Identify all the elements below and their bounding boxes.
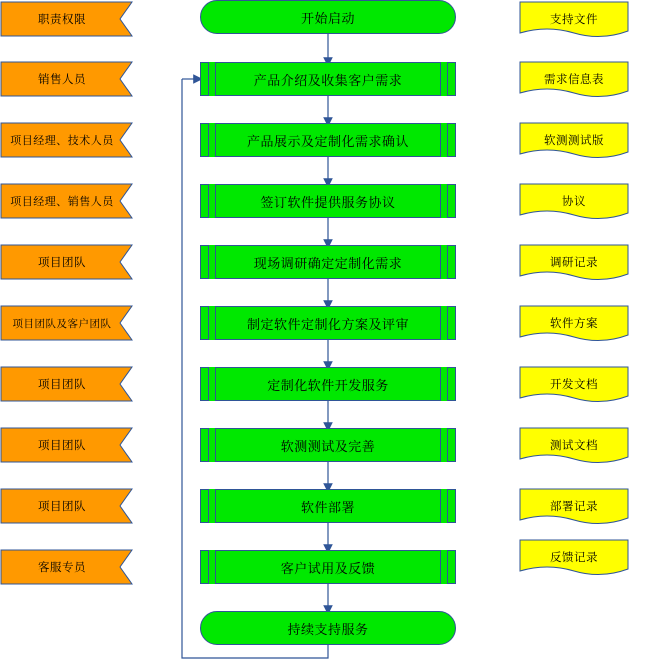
- document-4: [519, 244, 629, 284]
- document-label: 调研记录: [550, 257, 598, 269]
- document-label: 协议: [562, 196, 586, 208]
- role-banner-2: [0, 122, 133, 158]
- step-label: 定制化软件开发服务: [267, 377, 389, 393]
- step-terminator-end: 持续支持服务: [200, 611, 456, 645]
- document-2: [519, 122, 629, 162]
- document-9: [519, 539, 629, 579]
- role-banner-0: [0, 1, 133, 37]
- step-process-7: [200, 428, 456, 462]
- document-6: [519, 366, 629, 406]
- document-3: [519, 183, 629, 223]
- role-label: 项目团队: [38, 257, 86, 269]
- step-label: 现场调研确定定制化需求: [253, 255, 403, 271]
- document-0: [519, 1, 629, 41]
- step-terminator-start: 开始启动: [200, 0, 456, 34]
- role-label: 项目团队及客户团队: [12, 317, 112, 330]
- document-7: [519, 427, 629, 467]
- step-label: 客户试用及反馈: [280, 560, 376, 576]
- role-banner-5: [0, 305, 133, 341]
- step-label: 软件部署: [300, 499, 355, 515]
- step-process-8: [200, 489, 456, 523]
- role-banner-4: [0, 244, 133, 280]
- role-banner-7: [0, 427, 133, 463]
- role-banner-3: [0, 183, 133, 219]
- role-label: 项目经理、销售人员: [10, 196, 114, 208]
- step-label: 制定软件定制化方案及评审: [246, 316, 409, 332]
- step-process-3: [200, 184, 456, 218]
- document-label: 开发文档: [550, 379, 598, 391]
- role-banner-9: [0, 549, 133, 585]
- step-label: 产品展示及定制化需求确认: [246, 133, 409, 149]
- step-process-6: [200, 367, 456, 401]
- step-process-1: [200, 62, 456, 96]
- role-label: 客服专员: [38, 562, 86, 574]
- document-label: 需求信息表: [544, 74, 604, 86]
- document-label: 部署记录: [550, 501, 598, 513]
- role-banner-1: [0, 61, 133, 97]
- step-label: 软测测试及完善: [280, 438, 376, 454]
- step-process-4: [200, 245, 456, 279]
- role-label: 项目团队: [38, 440, 86, 452]
- role-label: 项目团队: [38, 379, 86, 391]
- step-label: 产品介绍及收集客户需求: [253, 72, 403, 88]
- step-process-9: [200, 550, 456, 584]
- role-label: 项目团队: [38, 501, 86, 513]
- document-label: 测试文档: [550, 440, 598, 452]
- document-1: [519, 61, 629, 101]
- document-label: 软件方案: [550, 318, 598, 330]
- document-label: 支持文件: [550, 14, 598, 26]
- role-banner-8: [0, 488, 133, 524]
- document-label: 反馈记录: [550, 552, 598, 564]
- role-label: 销售人员: [38, 74, 86, 86]
- step-process-5: [200, 306, 456, 340]
- document-label: 软测测试版: [544, 135, 604, 147]
- document-8: [519, 488, 629, 528]
- role-label: 项目经理、技术人员: [10, 135, 114, 147]
- step-process-2: [200, 123, 456, 157]
- document-5: [519, 305, 629, 345]
- role-label: 职责权限: [38, 14, 86, 26]
- role-banner-6: [0, 366, 133, 402]
- step-label: 签订软件提供服务协议: [260, 194, 396, 210]
